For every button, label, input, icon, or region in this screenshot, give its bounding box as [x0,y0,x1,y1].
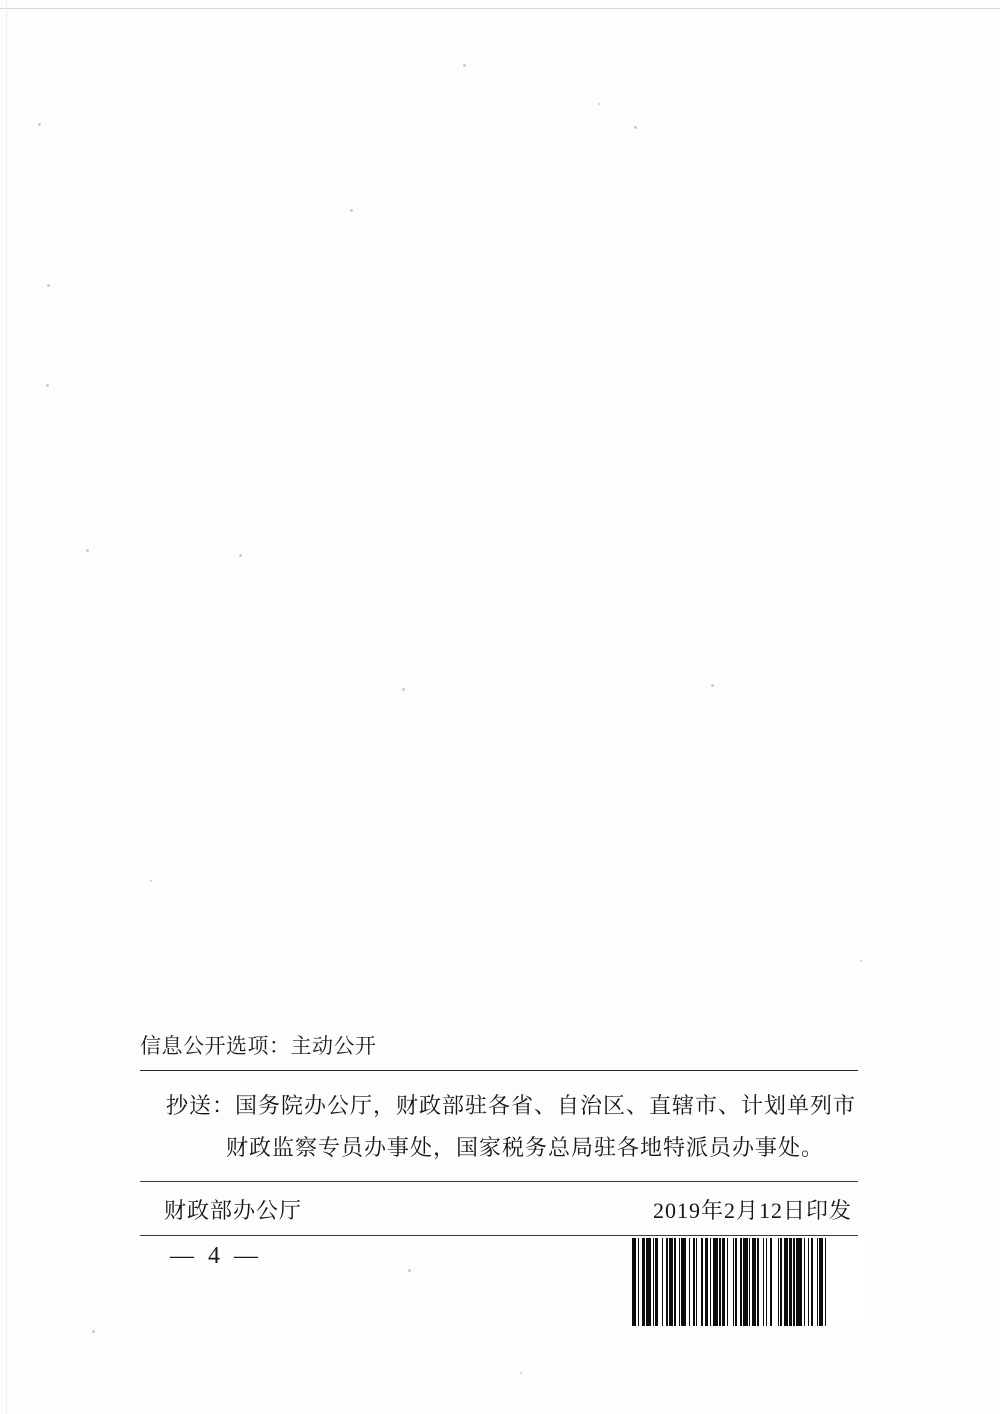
scan-top-edge [0,8,1000,9]
footer-rule-bottom [140,1235,858,1236]
scan-speck [86,549,89,552]
page-number: — 4 — [170,1243,262,1269]
issuer-row [140,1182,858,1235]
scan-speck [711,684,714,687]
scan-speck [520,1372,522,1374]
document-footer [140,1030,858,1236]
information-disclosure-option: 信息公开选项：主动公开 [140,1034,377,1058]
copy-to-block [140,1071,858,1181]
scan-speck [47,284,50,287]
issue-date: 2019年2月12日印发 [652,1198,852,1223]
copy-to-line-1: 抄送：国务院办公厅，财政部驻各省、自治区、直辖市、计划单列市 [166,1093,857,1118]
barcode [632,1238,864,1326]
scan-left-edge [6,0,7,1414]
scan-speck [92,1330,95,1333]
barcode-bar [826,1238,831,1326]
scan-speck [463,64,466,67]
scan-speck [634,126,637,129]
scan-speck [402,688,405,691]
issuing-office: 财政部办公厅 [164,1198,303,1223]
scan-speck [239,554,242,557]
copy-to-line-2: 财政监察专员办事处，国家税务总局驻各地特派员办事处。 [226,1135,825,1160]
scan-speck [46,384,49,387]
scan-speck [350,209,353,212]
scan-speck [38,123,41,126]
scan-speck [860,960,862,962]
scan-speck [150,880,152,882]
scan-speck [598,103,600,105]
scan-speck [408,1269,411,1272]
